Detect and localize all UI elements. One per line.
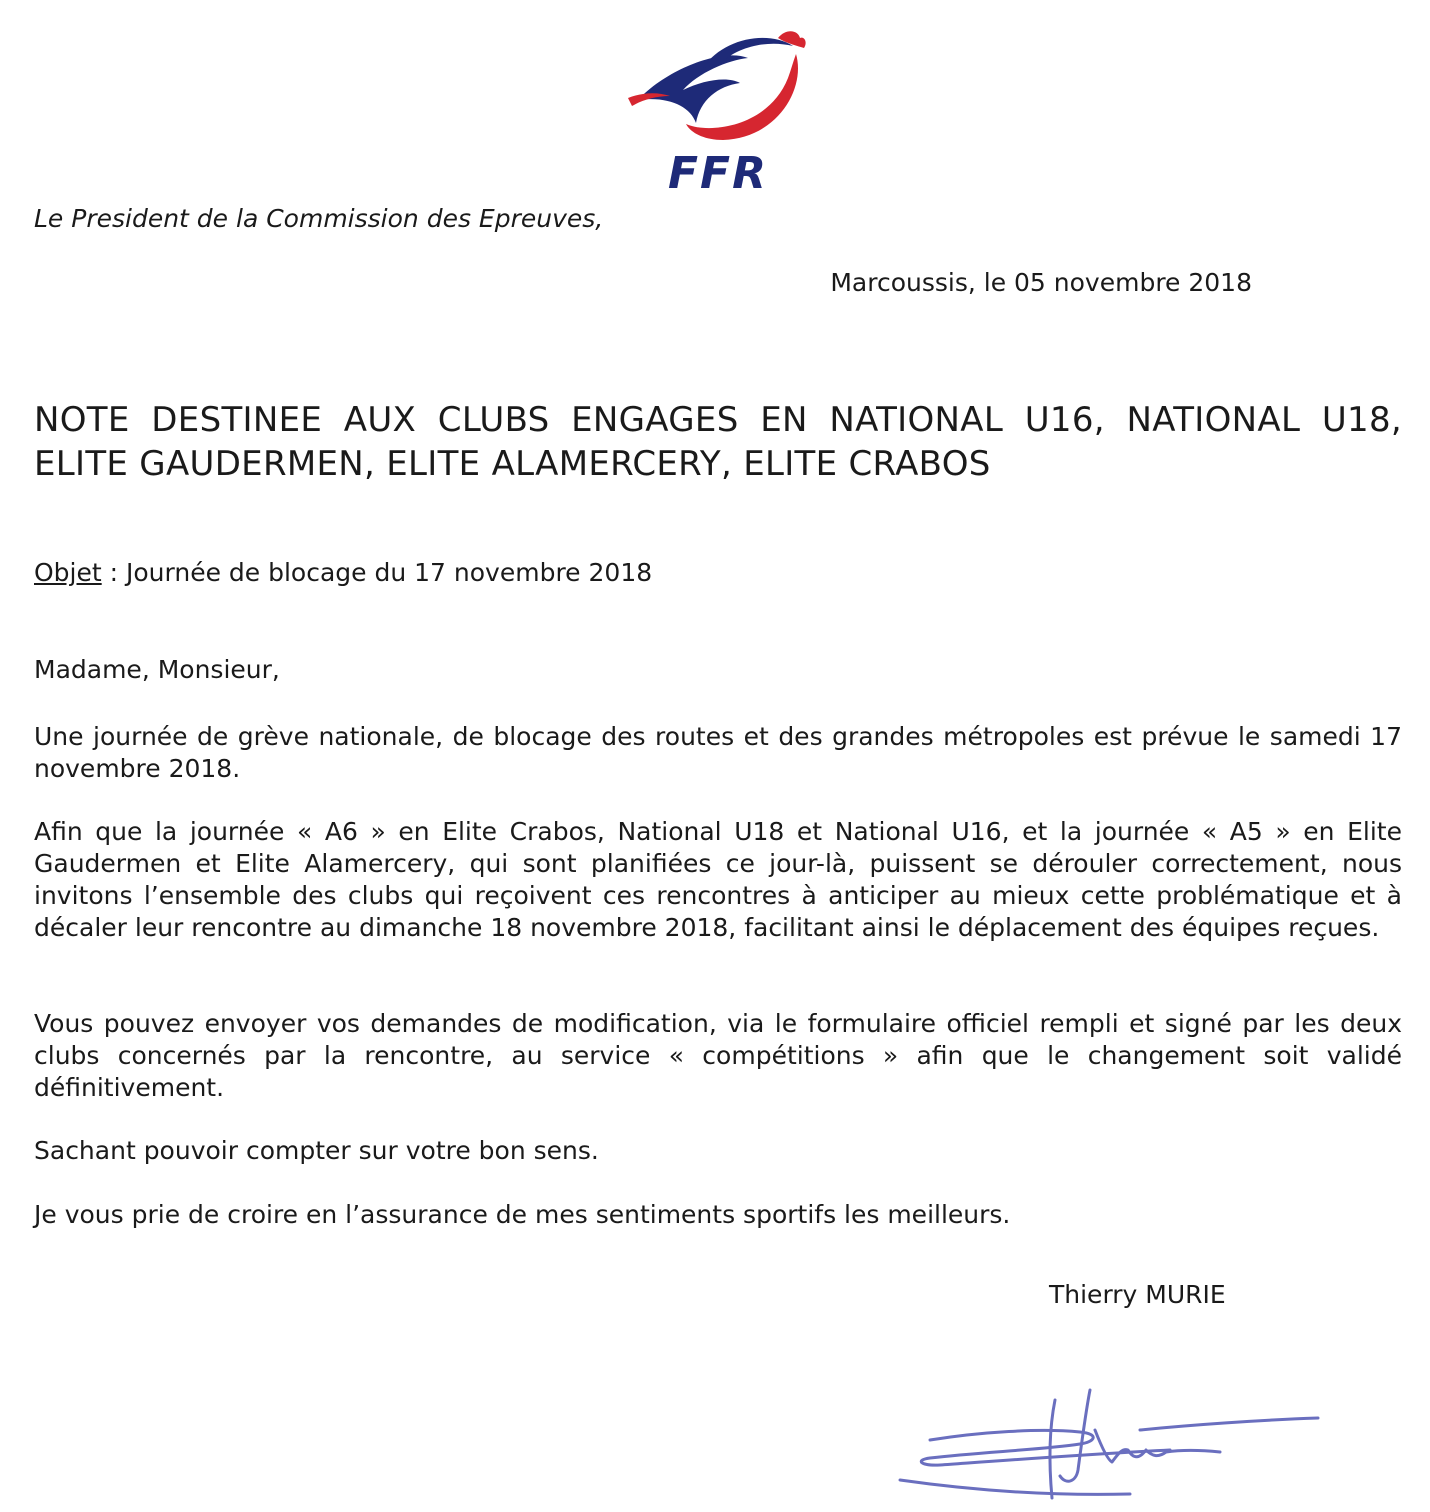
ffr-logo (628, 28, 808, 199)
document-title: NOTE DESTINEE AUX CLUBS ENGAGES EN NATIONAL U16, NATIONAL U18, ELITE GAUDERMEN, ELITE ALAMERCERY, ELITE CRABOS (34, 400, 1402, 484)
paragraph-closing: Je vous prie de croire en l’assurance de mes sentiments sportifs les meilleurs. (34, 1200, 1011, 1229)
object-separator: : (101, 558, 127, 587)
paragraph-strike-notice: Une journée de grève nationale, de blocage des routes et des grandes métropoles est prévue le samedi 17 novembre 2018. (34, 722, 1402, 783)
date-line: Marcoussis, le 05 novembre 2018 (830, 268, 1252, 297)
rooster-emblem-icon (628, 28, 808, 153)
object-text: Journée de blocage du 17 novembre 2018 (126, 558, 653, 587)
sender-line: Le President de la Commission des Epreuves, (34, 204, 604, 233)
object-line (34, 558, 652, 587)
object-label: Objet (34, 558, 102, 587)
paragraph-modification-procedure: Vous pouvez envoyer vos demandes de modification, via le formulaire officiel rempli et signé par les deux clubs concernés par la rencontre, au service « compétitions » afin que le changement soit validé définitivement. (34, 1009, 1402, 1102)
handwritten-signature (890, 1370, 1350, 1510)
logo-text: FFR (668, 148, 768, 199)
paragraph-reschedule-request: Afin que la journée « A6 » en Elite Crabos, National U18 et National U16, et la journée « A5 » en Elite Gaudermen et Elite Alamercery, qui sont planifiées ce jour-là, puissent se dérouler correctement, nous invitons l’ensemble des clubs qui reçoivent ces rencontres à anticiper au mieux cette problématique et à décaler leur rencontre au dimanche 18 novembre 2018, facilitant ainsi le déplacement des équipes reçues. (34, 817, 1402, 942)
paragraph-common-sense: Sachant pouvoir compter sur votre bon sens. (34, 1136, 599, 1165)
signer-name: Thierry MURIE (1049, 1280, 1226, 1309)
salutation: Madame, Monsieur, (34, 655, 280, 684)
